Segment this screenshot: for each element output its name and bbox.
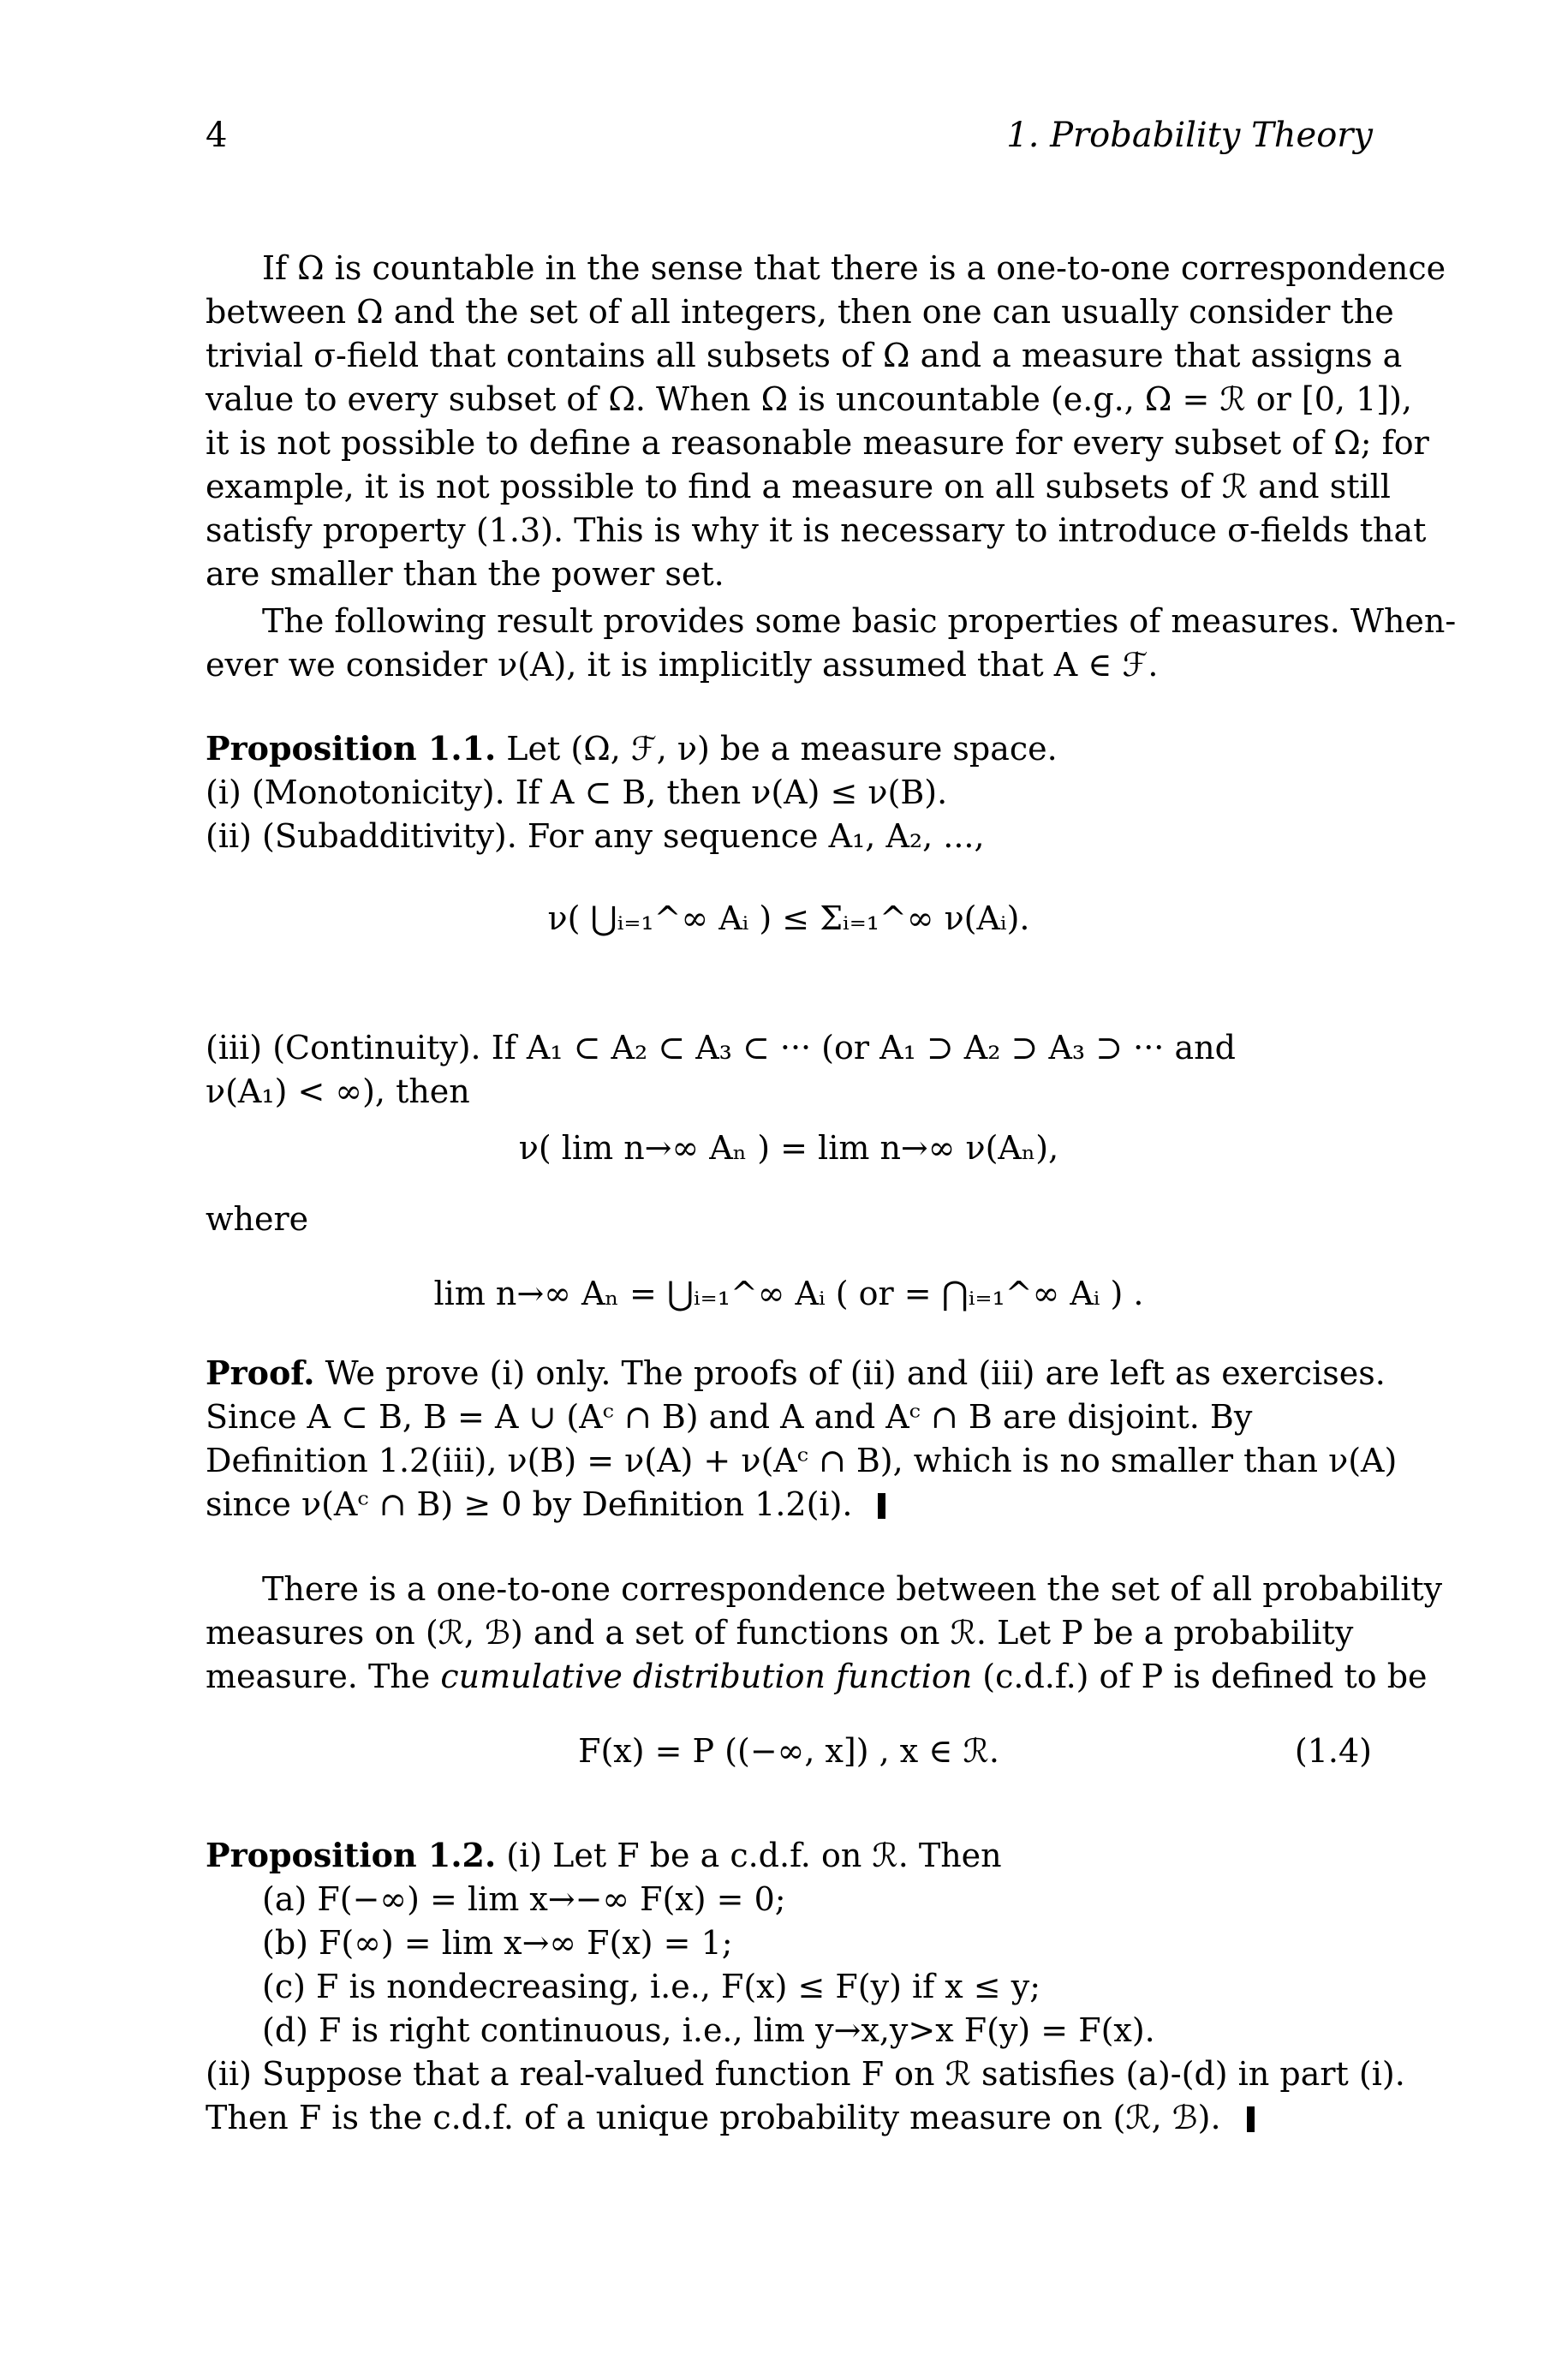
- equation-subadditivity: ν( ⋃ᵢ₌₁^∞ Aᵢ ) ≤ Σᵢ₌₁^∞ ν(Aᵢ).: [547, 899, 1030, 937]
- running-header: [206, 116, 1373, 167]
- proof-text: We prove (i) only. The proofs of (ii) and (iii) are left as exercises.: [314, 1354, 1386, 1392]
- term-cdf: cumulative distribution function: [440, 1658, 973, 1695]
- proposition-1-1: [206, 726, 1372, 858]
- equation-continuity: ν( lim n→∞ Aₙ ) = lim n→∞ ν(Aₙ),: [518, 1129, 1059, 1167]
- item-b: (b) F(∞) = lim x→∞ F(x) = 1;: [262, 1924, 733, 1962]
- equation-1-4: [206, 1732, 1372, 1770]
- proof-label: Proof.: [206, 1353, 315, 1392]
- paragraph-countable: [206, 247, 1446, 596]
- proposition-intro: Let (Ω, ℱ, ν) be a measure space.: [496, 730, 1058, 768]
- item-continuity: [206, 1026, 1372, 1114]
- proof: [206, 1351, 1398, 1527]
- chapter-title: 1. Probability Theory: [1006, 116, 1373, 155]
- where-label: where: [206, 1200, 309, 1238]
- text-line: Since A ⊂ B, B = A ∪ (Aᶜ ∩ B) and A and Aᶜ ∩ B are disjoint. By: [206, 1398, 1253, 1436]
- item-ii: (ii) Suppose that a real-valued function F on ℛ satisfies (a)-(d) in part (i).: [206, 2055, 1405, 2093]
- text-line: example, it is not possible to find a measure on all subsets of ℛ and still: [206, 468, 1391, 505]
- text-line: The following result provides some basic properties of measures. When-: [262, 602, 1457, 640]
- item-monotonicity: (i) (Monotonicity). If A ⊂ B, then ν(A) ≤ ν(B).: [206, 774, 948, 811]
- text-line: measures on (ℛ, ℬ) and a set of functions on ℛ. Let P be a probability: [206, 1614, 1354, 1652]
- text-line: since ν(Aᶜ ∩ B) ≥ 0 by Definition 1.2(i).: [206, 1485, 853, 1523]
- paragraph-properties: [206, 600, 1457, 687]
- paragraph-cdf: There is a one-to-one correspondence between the set of all probability measures on (ℛ, ℬ) and a set of functions on ℛ. Let P be a probability measure. The cumulative distribution function (c.d.f.) of P is defined to be: [206, 1568, 1372, 1699]
- item-a: (a) F(−∞) = lim x→−∞ F(x) = 0;: [262, 1880, 786, 1918]
- equation-number: (1.4): [1294, 1732, 1372, 1770]
- equation-limit-definition: lim n→∞ Aₙ = ⋃ᵢ₌₁^∞ Aᵢ ( or = ⋂ᵢ₌₁^∞ Aᵢ ) .: [433, 1275, 1144, 1312]
- text-line: value to every subset of Ω. When Ω is uncountable (e.g., Ω = ℛ or [0, 1]),: [206, 380, 1412, 418]
- text-line: ν(A₁) < ∞), then: [206, 1072, 470, 1110]
- page-number: 4: [206, 116, 228, 155]
- text-line: satisfy property (1.3). This is why it is necessary to introduce σ-fields that: [206, 511, 1427, 549]
- text-line: it is not possible to define a reasonable measure for every subset of Ω; for: [206, 424, 1429, 462]
- proposition-label: Proposition 1.1.: [206, 729, 497, 768]
- item-subadditivity: (ii) (Subadditivity). For any sequence A₁, A₂, ...,: [206, 817, 985, 855]
- text-line: ever we consider ν(A), it is implicitly assumed that A ∈ ℱ.: [206, 646, 1159, 684]
- text-line: (iii) (Continuity). If A₁ ⊂ A₂ ⊂ A₃ ⊂ ··· (or A₁ ⊃ A₂ ⊃ A₃ ⊃ ··· and: [206, 1029, 1236, 1067]
- item-c: (c) F is nondecreasing, i.e., F(x) ≤ F(y) if x ≤ y;: [262, 1968, 1040, 2005]
- text-line: Definition 1.2(iii), ν(B) = ν(A) + ν(Aᶜ ∩ B), which is no smaller than ν(A): [206, 1442, 1398, 1479]
- proposition-label: Proposition 1.2.: [206, 1836, 497, 1874]
- text-line: trivial σ-field that contains all subsets of Ω and a measure that assigns a: [206, 337, 1403, 374]
- text-line: There is a one-to-one correspondence between the set of all probability: [262, 1570, 1443, 1608]
- text-line: between Ω and the set of all integers, then one can usually consider the: [206, 293, 1394, 331]
- qed-mark: [878, 1493, 885, 1519]
- text-line: Then F is the c.d.f. of a unique probability measure on (ℛ, ℬ).: [206, 2099, 1221, 2136]
- text-line: If Ω is countable in the sense that there is a one-to-one correspondence: [262, 249, 1446, 287]
- proposition-intro: (i) Let F be a c.d.f. on ℛ. Then: [496, 1837, 1002, 1874]
- text-line: are smaller than the power set.: [206, 555, 724, 593]
- item-d: (d) F is right continuous, i.e., lim y→x,y>x F(y) = F(x).: [262, 2011, 1155, 2049]
- proposition-1-2: [206, 1833, 1405, 2140]
- qed-mark: [1247, 2106, 1255, 2132]
- equation-formula: F(x) = P ((−∞, x]) , x ∈ ℛ.: [578, 1732, 999, 1770]
